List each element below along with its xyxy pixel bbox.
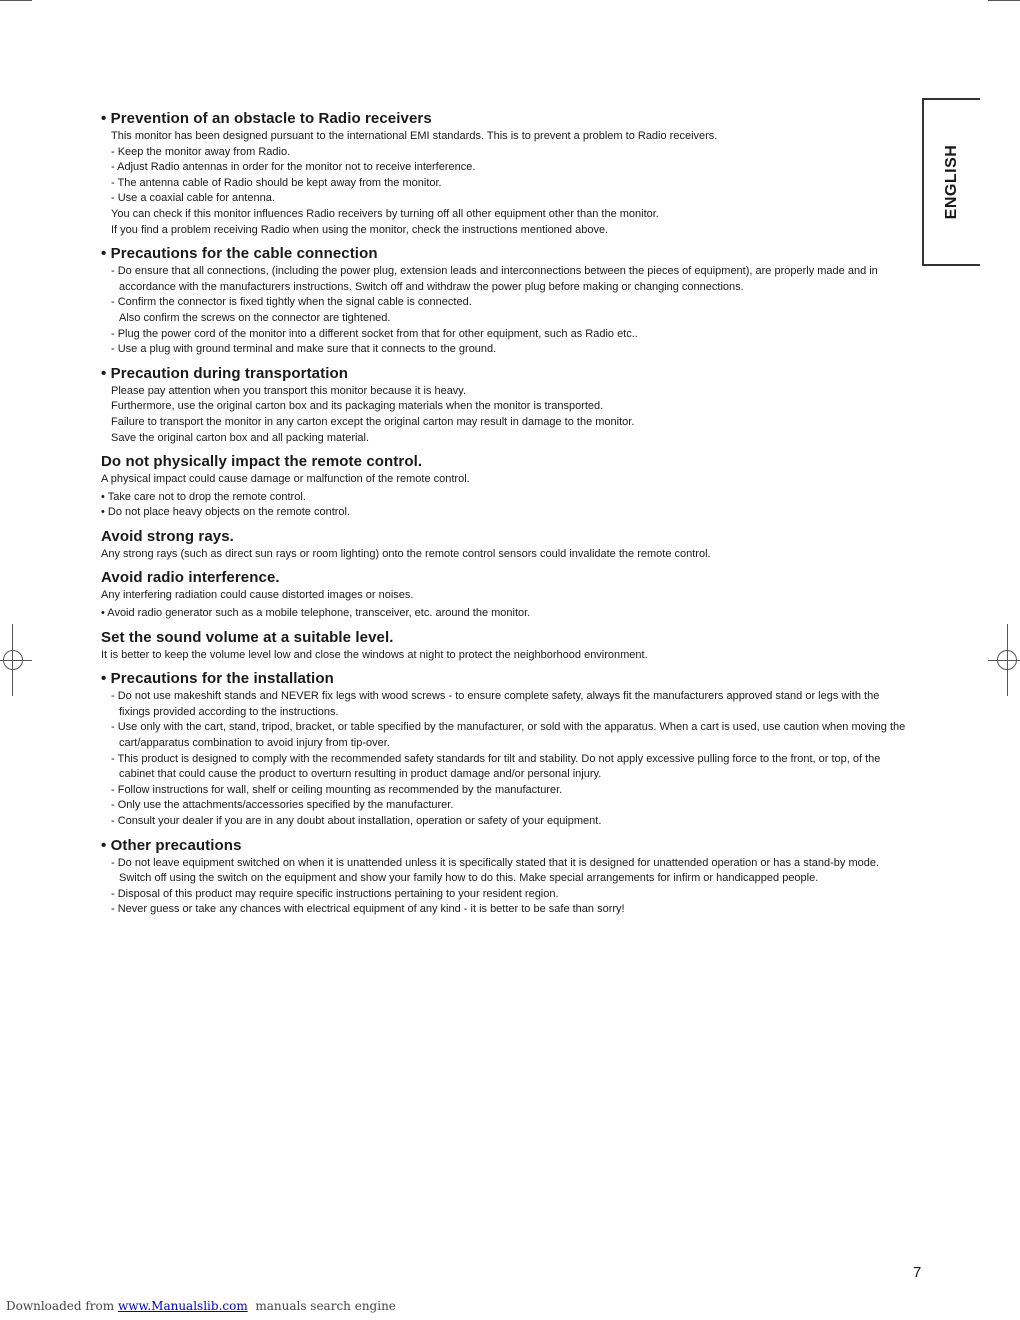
paragraph: It is better to keep the volume level low and close the windows at night to protect the neighborhood environment. [101,648,648,661]
registration-mark-icon [997,650,1017,670]
section-heading: Avoid strong rays. [101,527,234,545]
footer-prefix: Downloaded from [6,1299,115,1313]
section [101,527,913,563]
paragraph: Furthermore, use the original carton box and its packaging materials when the monitor is transported. [111,400,604,413]
footer-suffix: manuals search engine [255,1299,396,1313]
paragraph: If you find a problem receiving Radio when using the monitor, check the instructions mentioned above. [111,223,609,236]
paragraph: - Do ensure that all connections, (including the power plug, extension leads and interconnections between the pieces of equipment), are properly made and in accordance with the manufacturers instructions. Switch off and withdraw the power plug before making or changing connections. [111,265,878,293]
section-heading: Do not physically impact the remote control. [101,453,423,471]
paragraph: Please pay attention when you transport this monitor because it is heavy. [111,384,467,397]
section-heading: • Precaution during transportation [101,364,348,382]
paragraph: You can check if this monitor influences Radio receivers by turning off all other equipment other than the monitor. [111,207,659,220]
paragraph: • Avoid radio generator such as a mobile telephone, transceiver, etc. around the monitor. [101,607,531,620]
crop-mark [0,0,32,1]
paragraph: - Use a coaxial cable for antenna. [111,192,275,205]
paragraph: - Consult your dealer if you are in any doubt about installation, operation or safety of your equipment. [111,815,602,827]
document-body [101,109,913,924]
footer-link[interactable]: www.Manualslib.com [117,1299,248,1313]
footer [6,1299,396,1313]
paragraph: - Plug the power cord of the monitor into a different socket from that for other equipment, such as Radio etc.. [111,327,638,340]
paragraph: - Confirm the connector is fixed tightly when the signal cable is connected. [111,296,472,309]
crop-mark [988,0,1020,1]
page-number: 7 [913,1264,922,1281]
section [101,452,913,521]
paragraph: - Do not use makeshift stands and NEVER fix legs with wood screws - to ensure complete safety, always fit the manufacturers approved stand or legs with the fixings provided according to the instructions. [111,690,880,718]
section [101,836,913,918]
registration-mark-icon [3,650,23,670]
paragraph: A physical impact could cause damage or malfunction of the remote control. [101,473,470,486]
paragraph: - Adjust Radio antennas in order for the monitor not to receive interference. [111,161,476,174]
section-heading: Avoid radio interference. [101,569,280,587]
paragraph: • Do not place heavy objects on the remote control. [101,506,351,519]
section [101,244,913,358]
paragraph: • Take care not to drop the remote control. [101,490,306,503]
paragraph: Any strong rays (such as direct sun rays or room lighting) onto the remote control sensors could invalidate the remote control. [101,547,711,560]
paragraph: Also confirm the screws on the connector are tightened. [119,311,391,324]
paragraph: - Disposal of this product may require specific instructions pertaining to your resident region. [111,887,559,900]
paragraph: This monitor has been designed pursuant to the international EMI standards. This is to prevent a problem to Radio receivers. [111,130,718,142]
paragraph: Any interfering radiation could cause distorted images or noises. [101,589,414,602]
paragraph: - Never guess or take any chances with electrical equipment of any kind - it is better to be safe than sorry! [111,903,625,916]
paragraph: - Do not leave equipment switched on when it is unattended unless it is specifically stated that it is designed for unattended operation or has a stand-by mode. Switch off using the switch on the equipment and show your family how to do this. Make special arrangements for infirm or handicapped people. [111,856,880,885]
paragraph: - The antenna cable of Radio should be kept away from the monitor. [111,176,442,189]
section [101,628,913,664]
section-heading: Set the sound volume at a suitable level. [101,628,394,646]
paragraph: - This product is designed to comply with the recommended safety standards for tilt and stability. Do not apply excessive pulling force to the front, or top, of the cabinet that could cause the product to overturn resulting in product damage and/or personal injury. [111,752,881,781]
paragraph: - Keep the monitor away from Radio. [111,145,291,158]
paragraph: Save the original carton box and all packing material. [111,431,370,444]
paragraph: Failure to transport the monitor in any carton except the original carton may result in damage to the monitor. [111,415,635,428]
paragraph: - Only use the attachments/accessories specified by the manufacturer. [111,799,454,812]
paragraph: - Use only with the cart, stand, tripod, bracket, or table specified by the manufacturer, or sold with the apparatus. When a cart is used, use caution when moving the cart/apparatus combination to avoid injury from tip-over. [111,721,906,750]
section-heading: • Precautions for the cable connection [101,245,378,263]
section-heading: • Other precautions [101,836,242,854]
section-heading: • Precautions for the installation [101,670,334,688]
section [101,568,913,621]
section [101,669,913,829]
paragraph: - Follow instructions for wall, shelf or ceiling mounting as recommended by the manufacturer. [111,783,563,796]
language-tab-label: ENGLISH [943,144,960,220]
language-tab [922,98,980,266]
section-heading: • Prevention of an obstacle to Radio receivers [101,110,432,127]
section [101,109,913,238]
section [101,364,913,446]
paragraph: - Use a plug with ground terminal and make sure that it connects to the ground. [111,343,497,356]
